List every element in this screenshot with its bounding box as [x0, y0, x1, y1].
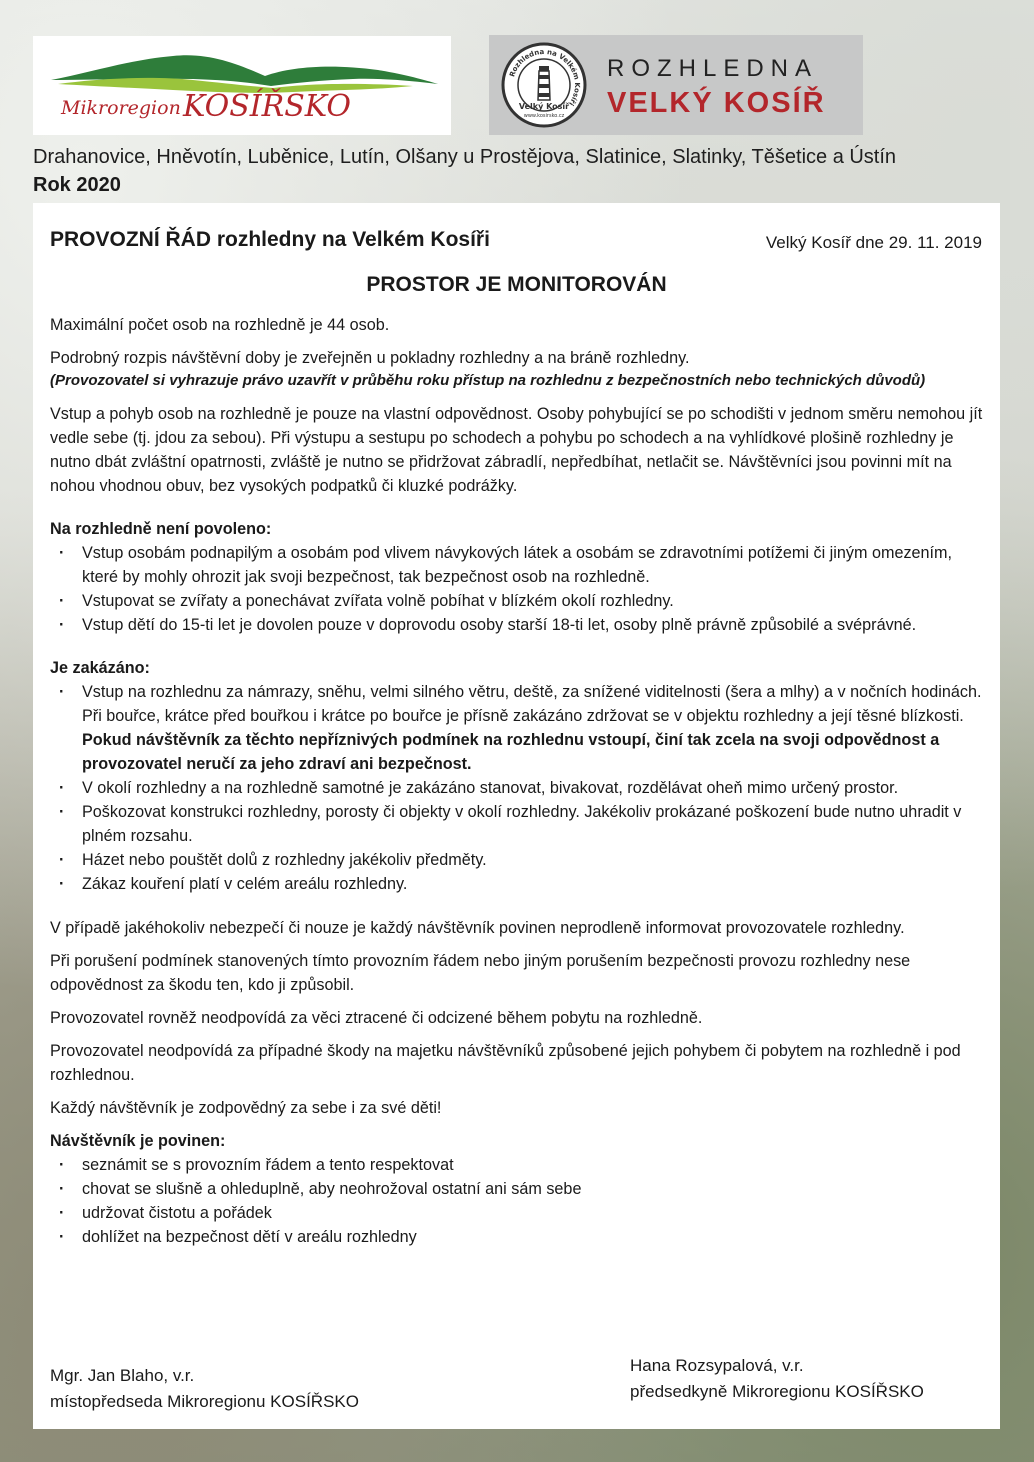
rules-panel — [33, 203, 1000, 1429]
list-item: · Vstup dětí do 15-ti let je dovolen pouze v doprovodu osoby starší 18-ti let, osoby plně právně způsobilé a svéprávné. — [50, 613, 987, 637]
svg-text:Velký Kosíř: Velký Kosíř — [518, 102, 570, 111]
list-item: · dohlížet na bezpečnost dětí v areálu rozhledny — [50, 1225, 987, 1249]
rules-content — [50, 313, 987, 1249]
list-item: · udržovat čistotu a pořádek — [50, 1201, 987, 1225]
svg-text:KOSÍŘSKO: KOSÍŘSKO — [183, 89, 351, 124]
list-item: · Házet nebo pouštět dolů z rozhledny jakékoliv předměty. — [50, 848, 987, 872]
year-label: Rok 2020 — [33, 174, 121, 196]
list-item: · Poškozovat konstrukci rozhledny, porosty či objekty v okolí rozhledny. Jakékoliv prokázané poškození bude nutno uhradit v plném rozsahu. — [50, 800, 987, 848]
document-date: Velký Kosíř dne 29. 11. 2019 — [765, 233, 982, 252]
capacity-paragraph: Maximální počet osob na rozhledně je 44 osob. — [50, 316, 390, 334]
signature-left — [50, 1363, 359, 1415]
list-item: · Vstupovat se zvířaty a ponechávat zvířata volně pobíhat v blízkém okolí rozhledny. — [50, 589, 987, 613]
forbidden-weather-warning: Pokud návštěvník za těchto nepříznivých podmínek na rozhlednu vstoupí, činí tak zcela na svoji odpovědnost a provozovatel neručí za jeho zdraví ani bezpečnost. — [82, 731, 940, 773]
duties-list — [50, 1153, 987, 1249]
brand-line-1: ROZHLEDNA — [607, 55, 819, 82]
lost-items-paragraph: Provozovatel rovněž neodpovídá za věci ztracené či odcizené během pobytu na rozhledně. — [50, 1009, 703, 1027]
signatory-name: Mgr. Jan Blaho, v.r. — [50, 1366, 195, 1385]
not-allowed-list — [50, 541, 987, 637]
hours-paragraph — [50, 346, 987, 393]
svg-text:www.kosirsko.cz: www.kosirsko.cz — [523, 113, 565, 119]
brand-line-2: VELKÝ KOSÍŘ — [607, 87, 826, 119]
svg-text:Rozhledna na Velkém Kosíři: Rozhledna na Velkém Kosíři — [508, 47, 582, 108]
list-item — [50, 680, 987, 776]
duties-heading: Návštěvník je povinen: — [50, 1132, 226, 1150]
danger-paragraph: V případě jakéhokoliv nebezpečí či nouze je každý návštěvník povinen neprodleně informovat provozovatele rozhledny. — [50, 919, 905, 937]
tower-emblem-icon — [501, 42, 587, 128]
signature-right — [630, 1353, 924, 1405]
forbidden-weather-text: Vstup na rozhlednu za námrazy, sněhu, velmi silného větru, deště, za snížené viditelnosti (šera a mlhy) a v nočních hodinách. Při bouřce, krátce před bouřkou i krátce po bouřce je přísně zakázáno zdržovat se v objektu rozhledny a její těsné blízkosti. — [82, 683, 982, 725]
mikroregion-logo — [33, 36, 451, 135]
breach-paragraph: Při porušení podmínek stanovených tímto provozním řádem nebo jiným porušením bezpečnosti provozu rozhledny nese odpovědnost za škodu ten, kdo ji způsobil. — [50, 952, 911, 994]
hills-graphic — [33, 36, 451, 135]
svg-text:Mikroregion: Mikroregion — [61, 97, 181, 119]
forbidden-heading: Je zakázáno: — [50, 659, 150, 677]
list-item: · seznámit se s provozním řádem a tento respektovat — [50, 1153, 987, 1177]
children-paragraph: Každý návštěvník je zodpovědný za sebe i za své děti! — [50, 1099, 442, 1117]
list-item: · chovat se slušně a ohleduplně, aby neohrožoval ostatní ani sám sebe — [50, 1177, 987, 1201]
damage-paragraph: Provozovatel neodpovídá za případné škody na majetku návštěvníků způsobené jejich pohybem či pobytem na rozhledně i pod rozhlednou. — [50, 1042, 961, 1084]
list-item: · Zákaz kouření platí v celém areálu rozhledny. — [50, 872, 987, 896]
hours-note: (Provozovatel si vyhrazuje právo uzavřít v průběhu roku přístup na rozhlednu z bezpečnostních nebo technických důvodů) — [50, 372, 926, 389]
list-item: · V okolí rozhledny a na rozhledně samotné je zakázáno stanovat, bivakovat, rozdělávat oheň mimo určený prostor. — [50, 776, 987, 800]
signatory-name: Hana Rozsypalová, v.r. — [630, 1356, 804, 1375]
rozhledna-logo — [489, 35, 863, 135]
signatory-role: předsedkyně Mikroregionu KOSÍŘSKO — [630, 1382, 924, 1401]
document-title: PROVOZNÍ ŘÁD rozhledny na Velkém Kosíři — [50, 228, 490, 251]
forbidden-list — [50, 680, 987, 896]
not-allowed-heading: Na rozhledně není povoleno: — [50, 520, 272, 538]
signatory-role: místopředseda Mikroregionu KOSÍŘSKO — [50, 1392, 359, 1411]
list-item: · Vstup osobám podnapilým a osobám pod vlivem návykových látek a osobám se zdravotními potížemi či jiným omezením, které by mohly ohrozit jak svoji bezpečnost, tak bezpečnost osob na rozhledně. — [50, 541, 987, 589]
member-villages: Drahanovice, Hněvotín, Luběnice, Lutín, Olšany u Prostějova, Slatinice, Slatinky, Těšetice a Ústín — [33, 146, 897, 168]
hours-text: Podrobný rozpis návštěvní doby je zveřejněn u pokladny rozhledny a na bráně rozhledny. — [50, 349, 690, 367]
monitoring-notice: PROSTOR JE MONITOROVÁN — [366, 273, 667, 296]
access-paragraph: Vstup a pohyb osob na rozhledně je pouze na vlastní odpovědnost. Osoby pohybující se po schodišti v jednom směru nemohou jít vedle sebe (tj. jdou za sebou). Při výstupu a sestupu po schodech a pohybu po schodech a na vyhlídkové plošině rozhledny je nutno dbát zvláštní opatrnosti, zvláště je nutno se přidržovat zábradlí, nepředbíhat, netlačit se. Návštěvníci jsou povinni mít na nohou vhodnou obuv, bez vysokých podpatků či kluzké podrážky. — [50, 405, 983, 495]
